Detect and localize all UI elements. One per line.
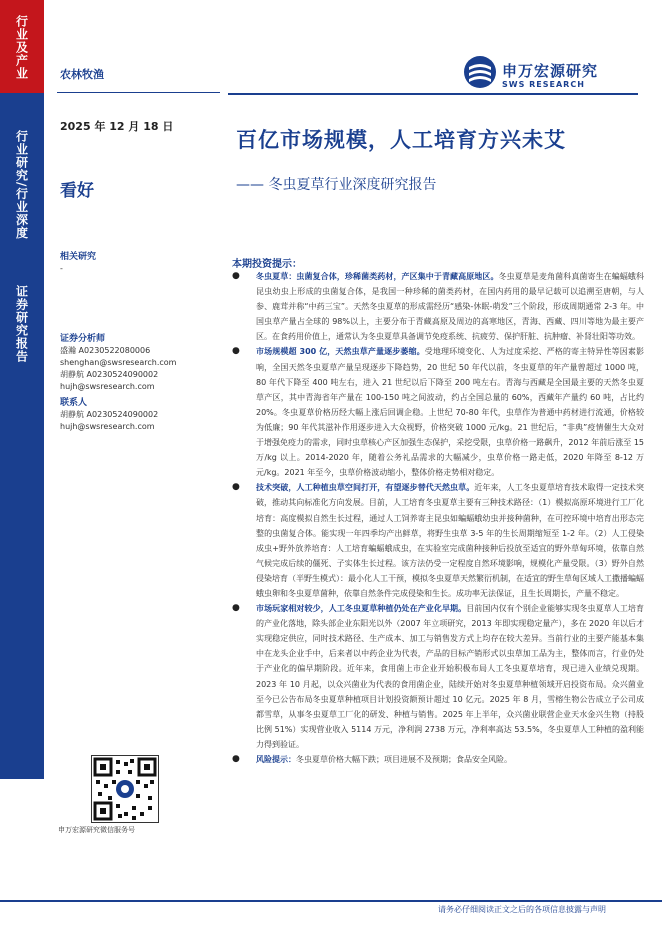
qr-caption: 申万宏源研究微信服务号: [58, 826, 135, 834]
report-date: 2025 年 12 月 18 日: [60, 120, 174, 133]
point-paragraph: [232, 752, 644, 767]
bullet-icon: ●: [232, 754, 240, 764]
point-lead: 技术突破，人工种植虫草空间打开，有望逐步替代天然虫草。: [256, 483, 475, 493]
analyst-email-1[interactable]: shenghan@swsresearch.com: [60, 358, 177, 367]
bullet-icon: ●: [232, 346, 240, 357]
point-paragraph: [232, 269, 644, 344]
contact-line-1: 胡静航 A0230524090002: [60, 410, 159, 419]
analyst-line-2: 胡静航 A0230524090002: [60, 370, 159, 379]
point-lead: 风险提示：: [256, 755, 296, 764]
footer-divider: [0, 900, 662, 902]
disclosure-notice: 请务必仔细阅读正文之后的各项信息披露与声明: [438, 905, 606, 914]
left-divider: [57, 92, 220, 93]
analyst-email-2[interactable]: hujh@swsresearch.com: [60, 382, 155, 391]
point-text: 受地理环境变化、人为过度采挖、严格的寄主特异性等因素影响，全国天然冬虫夏草产量呈现逐步下降趋势，20 世纪 50 年代以前，冬虫夏草的年产量曾超过 1000 吨，80 年代下降至 400 吨左右，进入 21 世纪以后下降至 200 吨左右。青海与西藏是全国最主要的天然冬虫夏草产区，其中青海省年产量在 100-150 吨之间波动，约占全国总量的 60%，西藏年产量约 60 吨，占比约 20%。冬虫夏草价格历经大幅上涨后回调企稳。上世纪 70-80 年代，虫草作为普通中药材进行流通，价格较为低廉；90 年代其滋补作用逐步进入大众视野，价格突破 1000 元/kg。21 世纪后，“非典”疫情催生大众对于增强免疫力的需求，同时虫草核心产区加强生态保护，采挖受限，虫草价格一路飙升，2012 年前后涨至 15 万/kg 以上。2014-2020 年，随着公务礼品需求的大幅减少，虫草价格一路走低，2020 年降至 8-12 万元/kg。2021 年至今，虫草价格波动缩小，整体价格走势相对稳定。: [256, 347, 644, 478]
rating-label: 看好: [60, 181, 94, 201]
report-title: 百亿市场规模，人工培育方兴未艾: [236, 128, 566, 152]
bullet-icon: ●: [232, 603, 240, 614]
point-paragraph: [232, 601, 644, 752]
analyst-line-1: 盛瀚 A0230522080006: [60, 346, 151, 355]
point-lead: 市场规模超 300 亿，天然虫草产量逐步萎缩。: [256, 347, 425, 357]
report-subtitle: —— 冬虫夏草行业深度研究报告: [236, 177, 437, 193]
point-text: 冬虫夏草是麦角菌科真菌寄生在蝙蝠蛾科昆虫幼虫上形成的虫菌复合体，是我国一种珍稀的菌类药材，在国内药用的最早记载可以追溯至唐朝，与人参、鹿茸并称“中药三宝”。天然冬虫夏草的形成需经历“感染-休眠-萌发”三个阶段，形成周期通常 2-3 年。中国虫草产量占全球的 98%以上，主要分布于青藏高原及周边的高寒地区，青海、西藏、四川等地为最主要产区。在食药用价值上，通常认为冬虫夏草具备调节免疫系统、抗疲劳、保护肝脏、抗肿瘤、补肾壮阳等功效。: [256, 272, 645, 342]
industry-category: 农林牧渔: [60, 68, 104, 81]
analyst-title: 证券分析师: [60, 334, 106, 344]
point-lead: 市场玩家相对较少，人工冬虫夏草种植仍处在产业化早期。: [256, 604, 467, 614]
point-paragraph: [232, 480, 644, 601]
logo-english: SWS RESEARCH: [502, 80, 585, 89]
investment-points-heading: 本期投资提示：: [232, 259, 302, 270]
point-text: 冬虫夏草价格大幅下跌；项目进展不及预期；食品安全风险。: [296, 755, 512, 764]
wechat-qr-code: [91, 755, 159, 823]
point-lead: 冬虫夏草：虫菌复合体，珍稀菌类药材，产区集中于青藏高原地区。: [256, 272, 499, 281]
rail-top-label: 行业及产业: [14, 14, 29, 80]
investment-points-body: [232, 269, 644, 767]
rail-mid-label: 行业研究/行业深度: [14, 130, 29, 240]
bullet-icon: ●: [232, 482, 240, 493]
related-research-item: -: [60, 264, 63, 273]
rail-low-label: 证券研究报告: [14, 285, 29, 363]
contact-email-1[interactable]: hujh@swsresearch.com: [60, 422, 155, 431]
header-divider: [228, 93, 638, 95]
point-paragraph: [232, 344, 644, 480]
bullet-icon: ●: [232, 271, 240, 281]
logo-chinese: 申万宏源研究: [502, 62, 599, 80]
sws-logo-icon: [463, 55, 497, 93]
contact-title: 联系人: [60, 398, 88, 408]
related-research-title: 相关研究: [60, 252, 97, 262]
point-text: 近年来，人工冬虫夏草培育技术取得一定技术突破，推动其向标准化方向发展。目前，人工培育冬虫夏草主要有三种技术路径：（1）模拟高原环境进行工厂化培育：高度模拟自然生长过程，通过人工饲养寄主昆虫如蝙蝠蛾幼虫并接种菌种，在可控环境中培育出形态完整的虫菌复合体。能实现一年四季均产出鲜草，将野生虫草 3-5 年的生长周期缩短至 1-2 年。（2）人工侵染成虫+野外放养培育：人工培育蝙蝠蛾成虫，在实验室完成菌种接种后投放至适宜的野外草甸环境，依靠自然气候完成后续的僵死、子实体生长过程。该方法仍受一定程度自然环境影响，规模化产量受限。（3）野外自然侵染培育（半野生模式）：最小化人工干预，模拟冬虫夏草天然繁衍机制，在适宜的野生草甸区域人工撒播蝙蝠蛾虫卵和冬虫夏草菌种，依靠自然条件完成侵染和生长。成功率无法保证，且生长周期长，产量不稳定。: [256, 483, 644, 598]
point-text: 目前国内仅有个别企业能够实现冬虫夏草人工培育的产业化落地，除头部企业东阳光以外（2007 年立项研究，2013 年即实现稳定量产），多在 2020 年以后才实现稳定供应，同时技术路径、生产成本、加工与销售发方式上均存在较大差异。当前行业的主要产能基本集中在龙头企业手中，后来者以中药企业为代表，产品的目标产销形式以虫草加工品为主，整体而言，行业仍处于产业化的偏早期阶段。近年来，食用菌上市企业开始积极布局人工冬虫夏草培育，现已进入业绩兑现期。2023 年 10 月起，以众兴菌业为代表的食用菌企业，陆续开始对冬虫夏草种植领域开启投资布局。众兴菌业至今已公告布局冬虫夏草种植项目计划投资额预计超过 10 亿元。2025 年 8 月，雪榕生物公告成立子公司成都雪草，从事冬虫夏草工厂化的研发、种植与销售。2025 年上半年，众兴菌业联营企业天水金兴生物（持股比例 51%）实现营业收入 5114 万元，净利润 2738 万元，净利率高达 53.5%，冬虫夏草人工种植的盈利能力得到验证。: [256, 604, 645, 749]
